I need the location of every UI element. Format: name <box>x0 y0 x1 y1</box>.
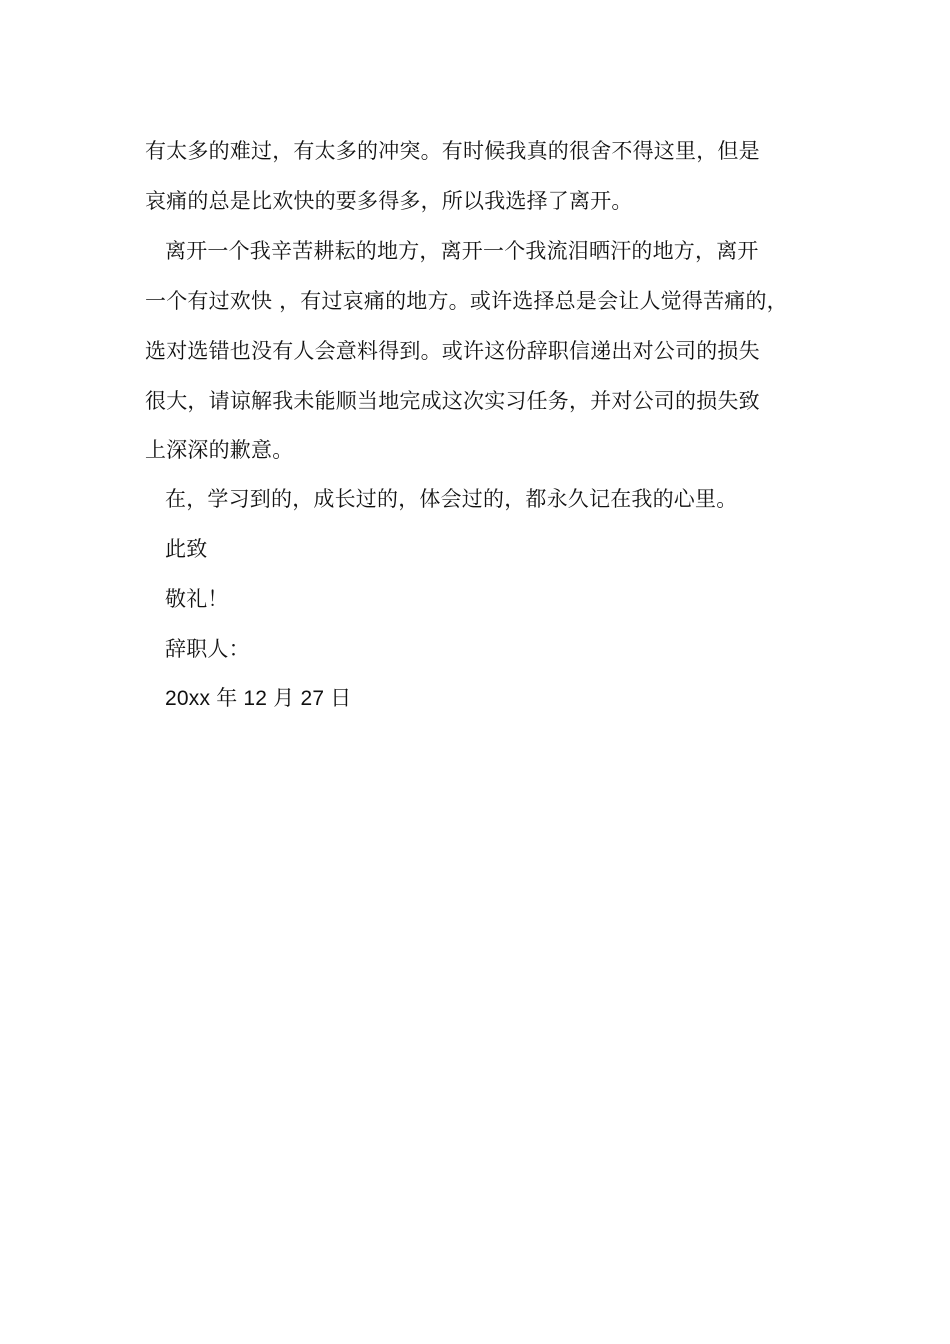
paragraph-line-3: 离开一个我辛苦耕耘的地方，离开一个我流泪晒汗的地方，离开 <box>165 239 759 263</box>
paragraph-line-7: 上深深的歉意。 <box>145 438 294 462</box>
signer-label: 辞职人： <box>165 637 250 661</box>
paragraph-line-4: 一个有过欢快 ，有过哀痛的地方。或许选择总是会让人觉得苦痛的， <box>145 289 788 313</box>
letter-date: 20xx 年 12 月 27 日 <box>165 687 352 710</box>
paragraph-line-8: 在，学习到的，成长过的，体会过的，都永久记在我的心里。 <box>165 487 738 511</box>
paragraph-line-1: 有太多的难过，有太多的冲突。有时候我真的很舍不得这里，但是 <box>145 139 760 163</box>
paragraph-line-2: 哀痛的总是比欢快的要多得多，所以我选择了离开。 <box>145 189 633 213</box>
paragraph-line-5: 选对选错也没有人会意料得到。或许这份辞职信递出对公司的损失 <box>145 339 760 363</box>
paragraph-line-6: 很大，请谅解我未能顺当地完成这次实习任务，并对公司的损失致 <box>145 389 760 413</box>
salutation-1: 此致 <box>165 537 208 561</box>
salutation-2: 敬礼！ <box>165 587 229 611</box>
